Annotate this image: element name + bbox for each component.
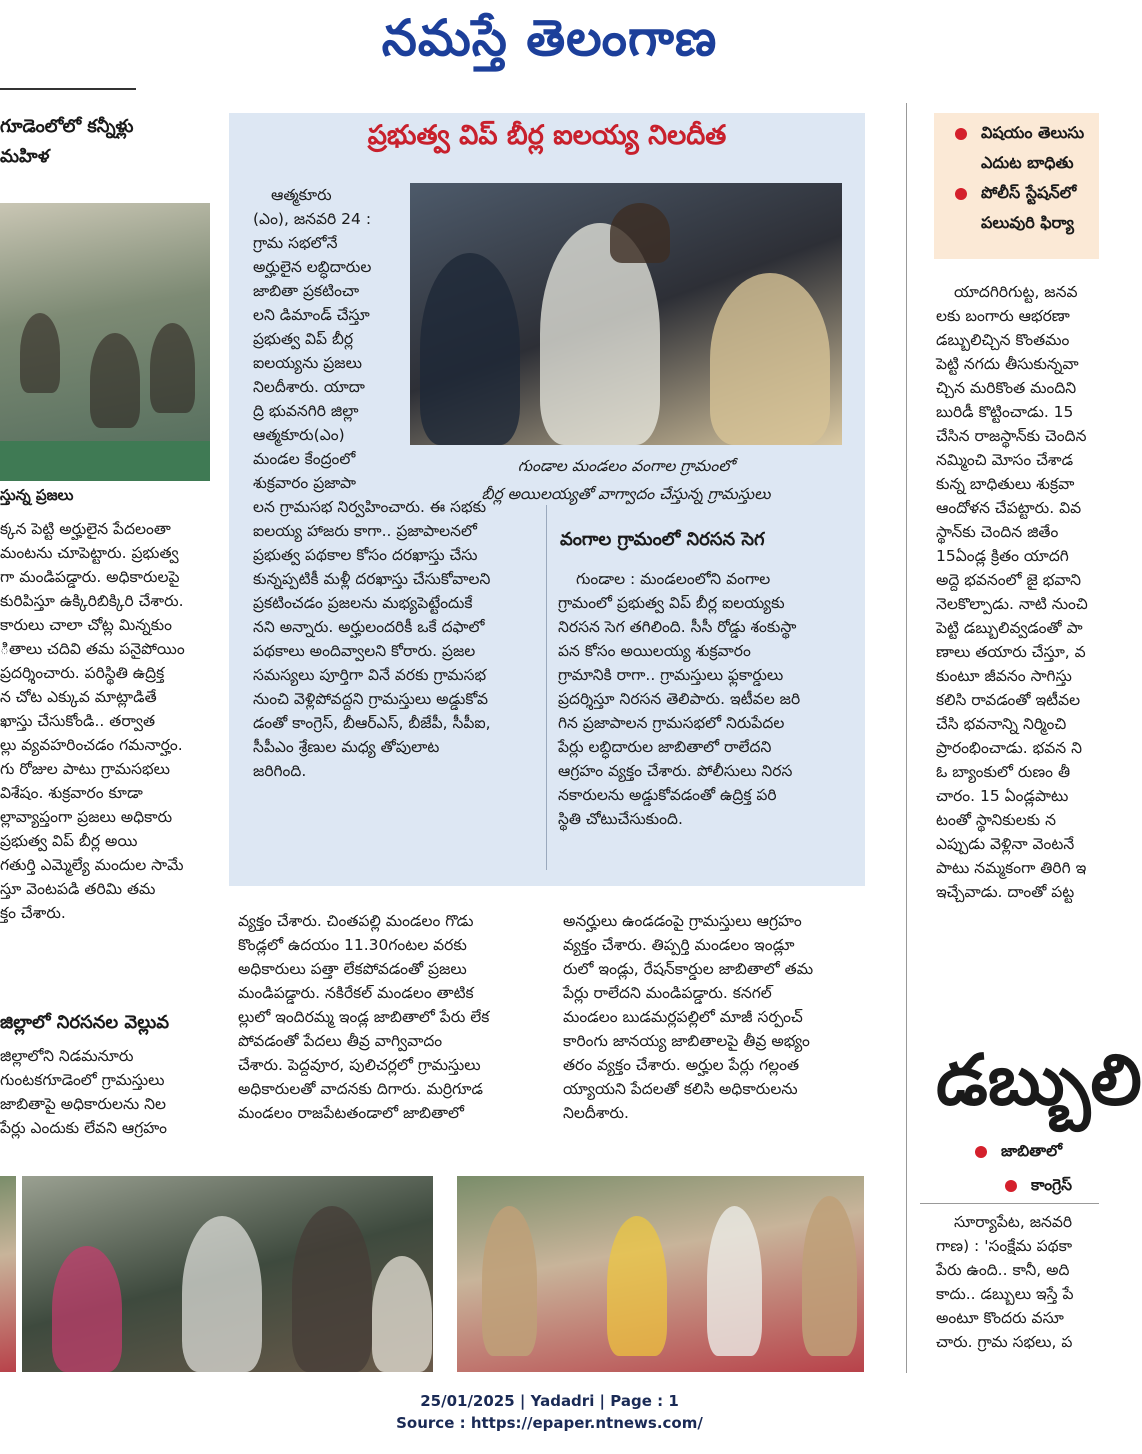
- center-line: గిన ప్రజాపాలన గ్రామసభలో నిరుపేదల: [558, 714, 785, 732]
- center-line: మండల కేంద్రంలో: [253, 450, 356, 468]
- lower-line: అధికారులు పత్తా లేకపోవడంతో ప్రజలు: [238, 960, 467, 978]
- center-line: సీపీఎం శ్రేణుల మధ్య తోపులాట: [253, 738, 440, 756]
- center-line: నకారులను అడ్డుకోవడంతో ఉద్రిక్త పరి: [558, 786, 777, 804]
- center-line: పేర్లు లబ్ధిదారుల జాబితాలో రాలేదని: [558, 738, 772, 756]
- center-line: డంతో కాంగ్రెస్, బీఆర్ఎస్, బీజేపీ, సీపీఐ,: [253, 714, 491, 732]
- right-line: గాణ) : 'సంక్షేమ పథకా: [936, 1237, 1073, 1255]
- center-line: ద్రి భువనగిరి జిల్లా: [253, 402, 359, 420]
- bullet-icon: [1005, 1180, 1017, 1192]
- center-line: నిరసన సెగ తగిలింది. సీసీ రోడ్డు శంకుస్థా: [558, 618, 797, 636]
- right-big-headline: డబ్బులి: [936, 1039, 1142, 1121]
- center-line: నుంచి వెళ్లిపోవద్దని గ్రామస్తులు అడ్డుకోవ: [253, 690, 489, 708]
- left-line: గతుర్తి ఎమ్మెల్యే మందుల సామే: [0, 856, 184, 874]
- center-subheading: వంగాల గ్రామంలో నిరసన సెగ: [560, 529, 765, 550]
- center-line: జాబితా ప్రకటించా: [253, 282, 360, 300]
- left-heading-line2: మహిళ: [0, 146, 50, 167]
- lower-line: కారింగు జానయ్య జాబితాలపై తీవ్ర అభ్యం: [563, 1032, 810, 1050]
- right-line: యాదగిరిగుట్ట, జనవ: [954, 283, 1078, 301]
- right-column-rule: [906, 103, 907, 1373]
- left-photo-caption: స్తున్న ప్రజలు: [0, 486, 74, 504]
- center-col1-narrow: [253, 183, 399, 495]
- left-line: న చోట ఎక్కువ మాట్లాడితే: [0, 688, 157, 706]
- left-line: విశేషం. శుక్రవారం కూడా: [0, 784, 143, 802]
- center-line: ప్రకటించడం ప్రజలను మభ్యపెట్టేందుకే: [253, 594, 473, 612]
- lower-line: అనర్హులు ఉండడంపై గ్రామస్తులు ఆగ్రహం: [563, 912, 802, 930]
- bottom-photo-right: [457, 1176, 864, 1372]
- lower-line: పేర్లు రాలేదని మండిపడ్డారు. కనగల్: [563, 984, 772, 1002]
- right-line: ణాలు తయారు చేస్తూ, వ: [936, 643, 1086, 661]
- bottom-photo-left: [22, 1176, 433, 1372]
- right-line: పెట్టి నగదు తీసుకున్నవా: [936, 355, 1079, 373]
- right-line: కున్న బాధితులు శుక్రవా: [936, 475, 1075, 493]
- right-body: [936, 280, 1099, 904]
- center-line: పన కోసం అయిలయ్య శుక్రవారం: [558, 642, 751, 660]
- center-col2: [558, 567, 841, 831]
- center-line: ఆత్మకూరు: [271, 186, 332, 204]
- lower-col-a: [238, 909, 534, 1125]
- left-line: కురిపిస్తూ ఉక్కిరిబిక్కిరి చేశారు.: [0, 592, 184, 610]
- lower-line: కొండ్లలో ఉదయం 11.30గంటల వరకు: [238, 936, 467, 954]
- left-body: [0, 517, 212, 925]
- right-line: లకు బంగారు ఆభరణా: [936, 307, 1070, 325]
- left-line: జిల్లాలోని నిడమనూరు: [0, 1047, 134, 1065]
- right-bullet-item: జాబితాలో: [975, 1134, 1099, 1168]
- center-line: ఐలయ్యను ప్రజలు: [253, 354, 362, 372]
- center-col1-full: [253, 495, 539, 783]
- right-line: ఎప్పుడు వెళ్లినా వెంటనే: [936, 835, 1075, 853]
- right-line: చారు. గ్రామ సభలు, ప: [936, 1333, 1073, 1351]
- center-line: పథకాలు అందివ్వాలని కోరారు. ప్రజల: [253, 642, 476, 660]
- bullet-icon: [955, 188, 967, 200]
- lower-line: పోవడంతో పేదలు తీవ్ర వాగ్వివాదం: [238, 1032, 443, 1050]
- left-line: ితాలు చదివి తమ పనైపోయిం: [0, 640, 185, 658]
- center-line: స్థితి చోటుచేసుకుంది.: [558, 810, 683, 828]
- left-line: ప్రభుత్వ విప్ బీర్ల అయి: [0, 832, 138, 850]
- center-line: గ్రామ సభలోనే: [253, 234, 338, 252]
- center-line: గ్రామానికి రాగా.. గ్రామస్తులు ఫ్లకార్డులు: [558, 666, 784, 684]
- right-line: అంటూ కొందరు వసూ: [936, 1309, 1064, 1327]
- right-line: నమ్మించి మోసం చేశాడ: [936, 451, 1074, 469]
- right-bullets: [955, 118, 1099, 238]
- left-edge-photo: [0, 1176, 16, 1372]
- right-line: పేరు ఉంది.. కానీ, అది: [936, 1261, 1070, 1279]
- right-bullet-item: ఎదుట బాధితు: [981, 153, 1074, 172]
- left-line: కారులు చాలా చోట్ల మిన్నకుం: [0, 616, 173, 634]
- right-bullet-item: పలువురి ఫిర్యా: [981, 213, 1074, 232]
- right-bullet-item: పోలీస్ స్టేషన్‌లో: [955, 178, 1099, 208]
- left-line: క్తం చేశారు.: [0, 904, 66, 922]
- right-line: అద్దె భవనంలో జై భవాని: [936, 571, 1082, 589]
- lower-line: వ్యక్తం చేశారు. చింతపల్లి మండలం గొడు: [238, 912, 474, 930]
- lower-col-b: [563, 909, 859, 1125]
- lower-line: వ్యక్తం చేశారు. తిప్పర్తి మండలం ఇండ్లూ: [563, 936, 795, 954]
- right-line: పాటు నమ్మకంగా తిరిగి ఇ: [936, 859, 1087, 877]
- center-line: కున్నప్పటికీ మళ్లీ దరఖాస్తు చేసుకోవాలని: [253, 570, 491, 588]
- right-line: చారం. 15 ఏండ్లపాటు: [936, 787, 1069, 805]
- left-line: క్కన పెట్టి అర్హులైన పేదలంతా: [0, 520, 171, 538]
- lower-line: రులో ఇండ్లు, రేషన్‌కార్డుల జాబితాలో తమ: [563, 960, 814, 978]
- left-heading-line1: గూడెంలోలో కన్నీళ్లు: [0, 116, 134, 137]
- right-bullets-2: [975, 1134, 1099, 1202]
- right-line: పెట్టి డబ్బులివ్వడంతో పా: [936, 619, 1083, 637]
- left-line: గుంటకగూడెంలో గ్రామస్తులు: [0, 1071, 165, 1089]
- left-heading: [0, 112, 210, 172]
- center-line: లన గ్రామసభ నిర్వహించారు. ఈ సభకు: [253, 498, 487, 516]
- lower-line: నిలదీశారు.: [563, 1104, 629, 1122]
- center-line: అర్హులైన లబ్ధిదారుల: [253, 258, 372, 276]
- center-line: శుక్రవారం ప్రజాపా: [253, 474, 356, 492]
- left-line: ఖాస్తు చేసుకోండి.. తర్వాత: [0, 712, 156, 730]
- center-line: గ్రామంలో ప్రభుత్వ విప్ బీర్ల ఐలయ్యకు: [558, 594, 785, 612]
- center-line: గుండాల : మండలంలోని వంగాల: [576, 570, 771, 588]
- center-line: ప్రభుత్వ పథకాల కోసం దరఖాస్తు చేసు: [253, 546, 478, 564]
- right-line: 15ఏండ్ల క్రితం యాదగి: [936, 547, 1069, 565]
- center-line: ప్రదర్శిస్తూ నిరసన తెలిపారు. ఇటీవల జరి: [558, 690, 801, 708]
- left-subheading: జిల్లాలో నిరసనల వెల్లువ: [0, 1012, 169, 1033]
- right-bullet-item: కాంగ్రెస్: [975, 1168, 1099, 1202]
- left-line: గా మండిపడ్డారు. అధికారులపై: [0, 568, 180, 586]
- right-line: ఓ బ్యాంకులో రుణం తీ: [936, 763, 1071, 781]
- right-line: నెలకొల్పాడు. నాటి నుంచి: [936, 595, 1088, 613]
- right-line: డబ్బులిచ్చిన కొంతమం: [936, 331, 1070, 349]
- bullet-icon: [975, 1146, 987, 1158]
- center-line: ఐలయ్య హాజరు కాగా.. ప్రజాపాలనలో: [253, 522, 477, 540]
- lower-line: మండలం బుడమర్లపల్లిలో మాజీ సర్పంచ్: [563, 1008, 803, 1026]
- right-line: స్థాన్‌కు చెందిన జితేం: [936, 523, 1059, 541]
- left-line: మంటను చూపెట్టారు. ప్రభుత్వ: [0, 544, 179, 562]
- right-line: చేసి భవనాన్ని నిర్మించి: [936, 715, 1067, 733]
- center-line: ఆత్మకూరు(ఎం): [253, 426, 345, 444]
- right-line: కలిసి రావడంతో ఇటీవల: [936, 691, 1081, 709]
- center-line: సమస్యలు పూర్తిగా వినే వరకు గ్రామసభ: [253, 666, 487, 684]
- right-bullet-item: విషయం తెలుసు: [955, 118, 1099, 148]
- lower-line: మండలం రాజపేటతండాలో జాబితాలో: [238, 1104, 465, 1122]
- caption-line1: గుండాల మండలం వంగాల గ్రామంలో: [517, 457, 735, 475]
- right-line: కాదు.. డబ్బులు ఇస్తే పే: [936, 1285, 1074, 1303]
- left-top-rule: [0, 88, 136, 90]
- right-line: ఇచ్చేవాడు. దాంతో పట్ట: [936, 883, 1075, 901]
- right-line: ప్రారంభించాడు. భవన ని: [936, 739, 1082, 757]
- right-body-2: [936, 1210, 1099, 1354]
- right-line: చ్చిన మరికొంత మందిని: [936, 379, 1077, 397]
- center-headline: ప్రభుత్వ విప్ బీర్ల ఐలయ్య నిలదీత: [367, 120, 727, 151]
- center-column-rule: [546, 505, 547, 870]
- lower-line: య్యాయని పేదలతో కలిసి అధికారులను: [563, 1080, 798, 1098]
- lower-line: ల్లులో ఇందిరమ్మ ఇండ్ల జాబితాలో పేరు లేక: [238, 1008, 490, 1026]
- right-line: టంతో స్థానికులకు న: [936, 811, 1056, 829]
- left-line: జాబితాపై అధికారులను నిల: [0, 1095, 167, 1113]
- center-line: నని అన్నారు. అర్హులందరికీ ఒకే దఫాలో: [253, 618, 485, 636]
- right-line: బురిడీ కొట్టించాడు. 15: [936, 403, 1074, 421]
- bullet-icon: [955, 128, 967, 140]
- left-line: ల్లావ్యాప్తంగా ప్రజలు అధికారు: [0, 808, 173, 826]
- masthead: నమస్తే తెలంగాణ: [381, 8, 718, 67]
- lower-line: తరం వ్యక్తం చేశారు. అర్హుల పేర్లు గల్లంత: [563, 1056, 800, 1074]
- right-line: ఆందోళన చేపట్టారు. వివ: [936, 499, 1082, 517]
- right-line: కుంటూ జీవనం సాగిస్తు: [936, 667, 1072, 685]
- center-line: జరిగింది.: [253, 762, 307, 780]
- lower-line: మండిపడ్డారు. నకిరేకల్ మండలం తాటిక: [238, 984, 474, 1002]
- left-photo: [0, 203, 210, 481]
- footer-date-line: 25/01/2025 | Yadadri | Page : 1: [420, 1392, 679, 1410]
- lower-line: చేశారు. పెద్దవూర, పులిచర్లలో గ్రామస్తులు: [238, 1056, 481, 1074]
- left-line: ల్లు వ్యవహరించడం గమనార్హం.: [0, 736, 183, 754]
- footer-source-line: Source : https://epaper.ntnews.com/: [396, 1414, 703, 1432]
- left-body-2: [0, 1044, 212, 1140]
- center-line: ఆగ్రహం వ్యక్తం చేశారు. పోలీసులు నిరస: [558, 762, 793, 780]
- right-line: సూర్యాపేట, జనవరి: [954, 1213, 1073, 1231]
- center-photo: [410, 183, 842, 445]
- caption-line2: బీర్ల అయిలయ్యతో వాగ్వాదం చేస్తున్న గ్రామస్తులు: [481, 485, 771, 503]
- right-line: చేసిన రాజస్థాన్‌కు చెందిన: [936, 427, 1087, 445]
- left-line: స్తూ వెంటపడి తరిమి తమ: [0, 880, 156, 898]
- center-line: ప్రభుత్వ విప్ బీర్ల: [253, 330, 354, 348]
- left-line: ప్రదర్శించారు. పరిస్థితి ఉద్రిక్త: [0, 664, 165, 682]
- center-line: లని డిమాండ్ చేస్తూ: [253, 306, 370, 324]
- left-line: గు రోజుల పాటు గ్రామసభలు: [0, 760, 170, 778]
- center-line: (ఎం), జనవరి 24 :: [253, 210, 372, 228]
- left-line: పేర్లు ఎందుకు లేవని ఆగ్రహం: [0, 1119, 167, 1137]
- right-rule: [920, 1203, 1099, 1204]
- lower-line: అధికారులతో వాదనకు దిగారు. మర్రిగూడ: [238, 1080, 483, 1098]
- center-line: నిలదీశారు. యాదా: [253, 378, 365, 396]
